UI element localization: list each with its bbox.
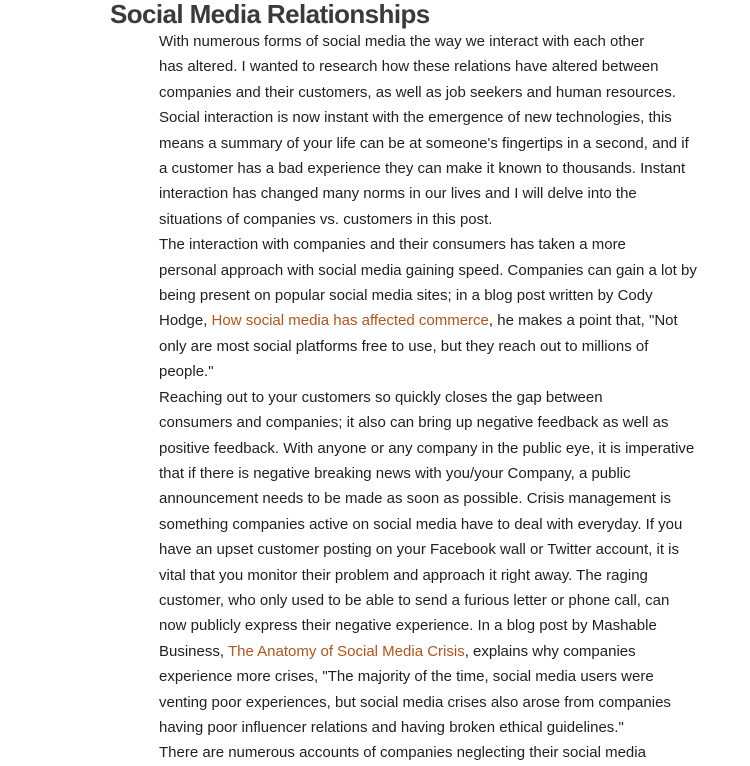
paragraph-line [110,639,655,664]
paragraph-line: venting poor experiences, but social media crises also arose from companies [159,693,671,711]
paragraph-line: means a summary of your life can be at someone's fingertips in a second, and if [159,134,689,152]
paragraph-line: Social interaction is now instant with the emergence of new technologies, this [159,109,672,127]
paragraph-line: a customer has a bad experience they can make it known to thousands. Instant [159,160,686,178]
paragraph-line: With numerous forms of social media the way we interact with each other [159,33,645,50]
paragraph-line: have an upset customer posting on your Facebook wall or Twitter account, it is [159,541,679,559]
paragraph-line [110,308,678,333]
paragraph-line: consumers and companies; it also can bring up negative feedback as well as [159,414,669,432]
document-page [110,0,697,766]
paragraph-line: personal approach with social media gaining speed. Companies can gain a lot by [159,261,697,279]
paragraph-2 [110,232,697,384]
link-anatomy-social-media-crisis[interactable]: The Anatomy of Social Media Crisis [227,642,465,660]
paragraph-line: There are numerous accounts of companies neglecting their social media [159,744,646,762]
paragraph-line: announcement needs to be made as soon as possible. Crisis management is [159,490,671,508]
paragraph-line: having poor influencer relations and having broken ethical guidelines." [159,718,624,736]
text-segment: , explains why companies [464,642,636,660]
text-segment: , he makes a point that, "Not [488,312,678,330]
paragraph-line: has altered. I wanted to research how these relations have altered between [159,58,659,76]
paragraph-line: customer, who only used to be able to send a furious letter or phone call, can [159,591,670,609]
paragraph-line: companies and their customers, as well as job seekers and human resources. [159,83,676,101]
text-segment: Business, [159,642,228,660]
text-segment: Hodge, [159,312,212,330]
paragraph-line: experience more crises, "The majority of the time, social media users were [159,668,654,686]
paragraph-line: now publicly express their negative experience. In a blog post by Mashable [159,617,657,635]
paragraph-line: being present on popular social media sites; in a blog post written by Cody [159,287,653,305]
paragraph-3 [110,385,695,741]
paragraph-line: only are most social platforms free to use, but they reach out to millions of [159,337,649,355]
link-social-media-commerce[interactable]: How social media has affected commerce [211,312,489,330]
paragraph-line: The interaction with companies and their consumers has taken a more [159,236,626,254]
paragraph-line: that if there is negative breaking news with you/your Company, a public [159,464,631,482]
paragraph-line: vital that you monitor their problem and approach it right away. The raging [159,566,648,584]
paragraph-4 [110,740,655,765]
paragraph-1 [110,29,689,232]
paragraph-line: positive feedback. With anyone or any company in the public eye, it is imperative [159,439,695,457]
page-title: Social Media Relationships [110,0,430,29]
paragraph-line: interaction has changed many norms in our lives and I will delve into the [159,185,637,203]
paragraph-line: Reaching out to your customers so quickly closes the gap between [159,388,603,406]
paragraph-line: people." [159,363,214,381]
paragraph-line: something companies active on social media have to deal with everyday. If you [159,515,683,533]
paragraph-line: situations of companies vs. customers in this post. [159,210,493,228]
